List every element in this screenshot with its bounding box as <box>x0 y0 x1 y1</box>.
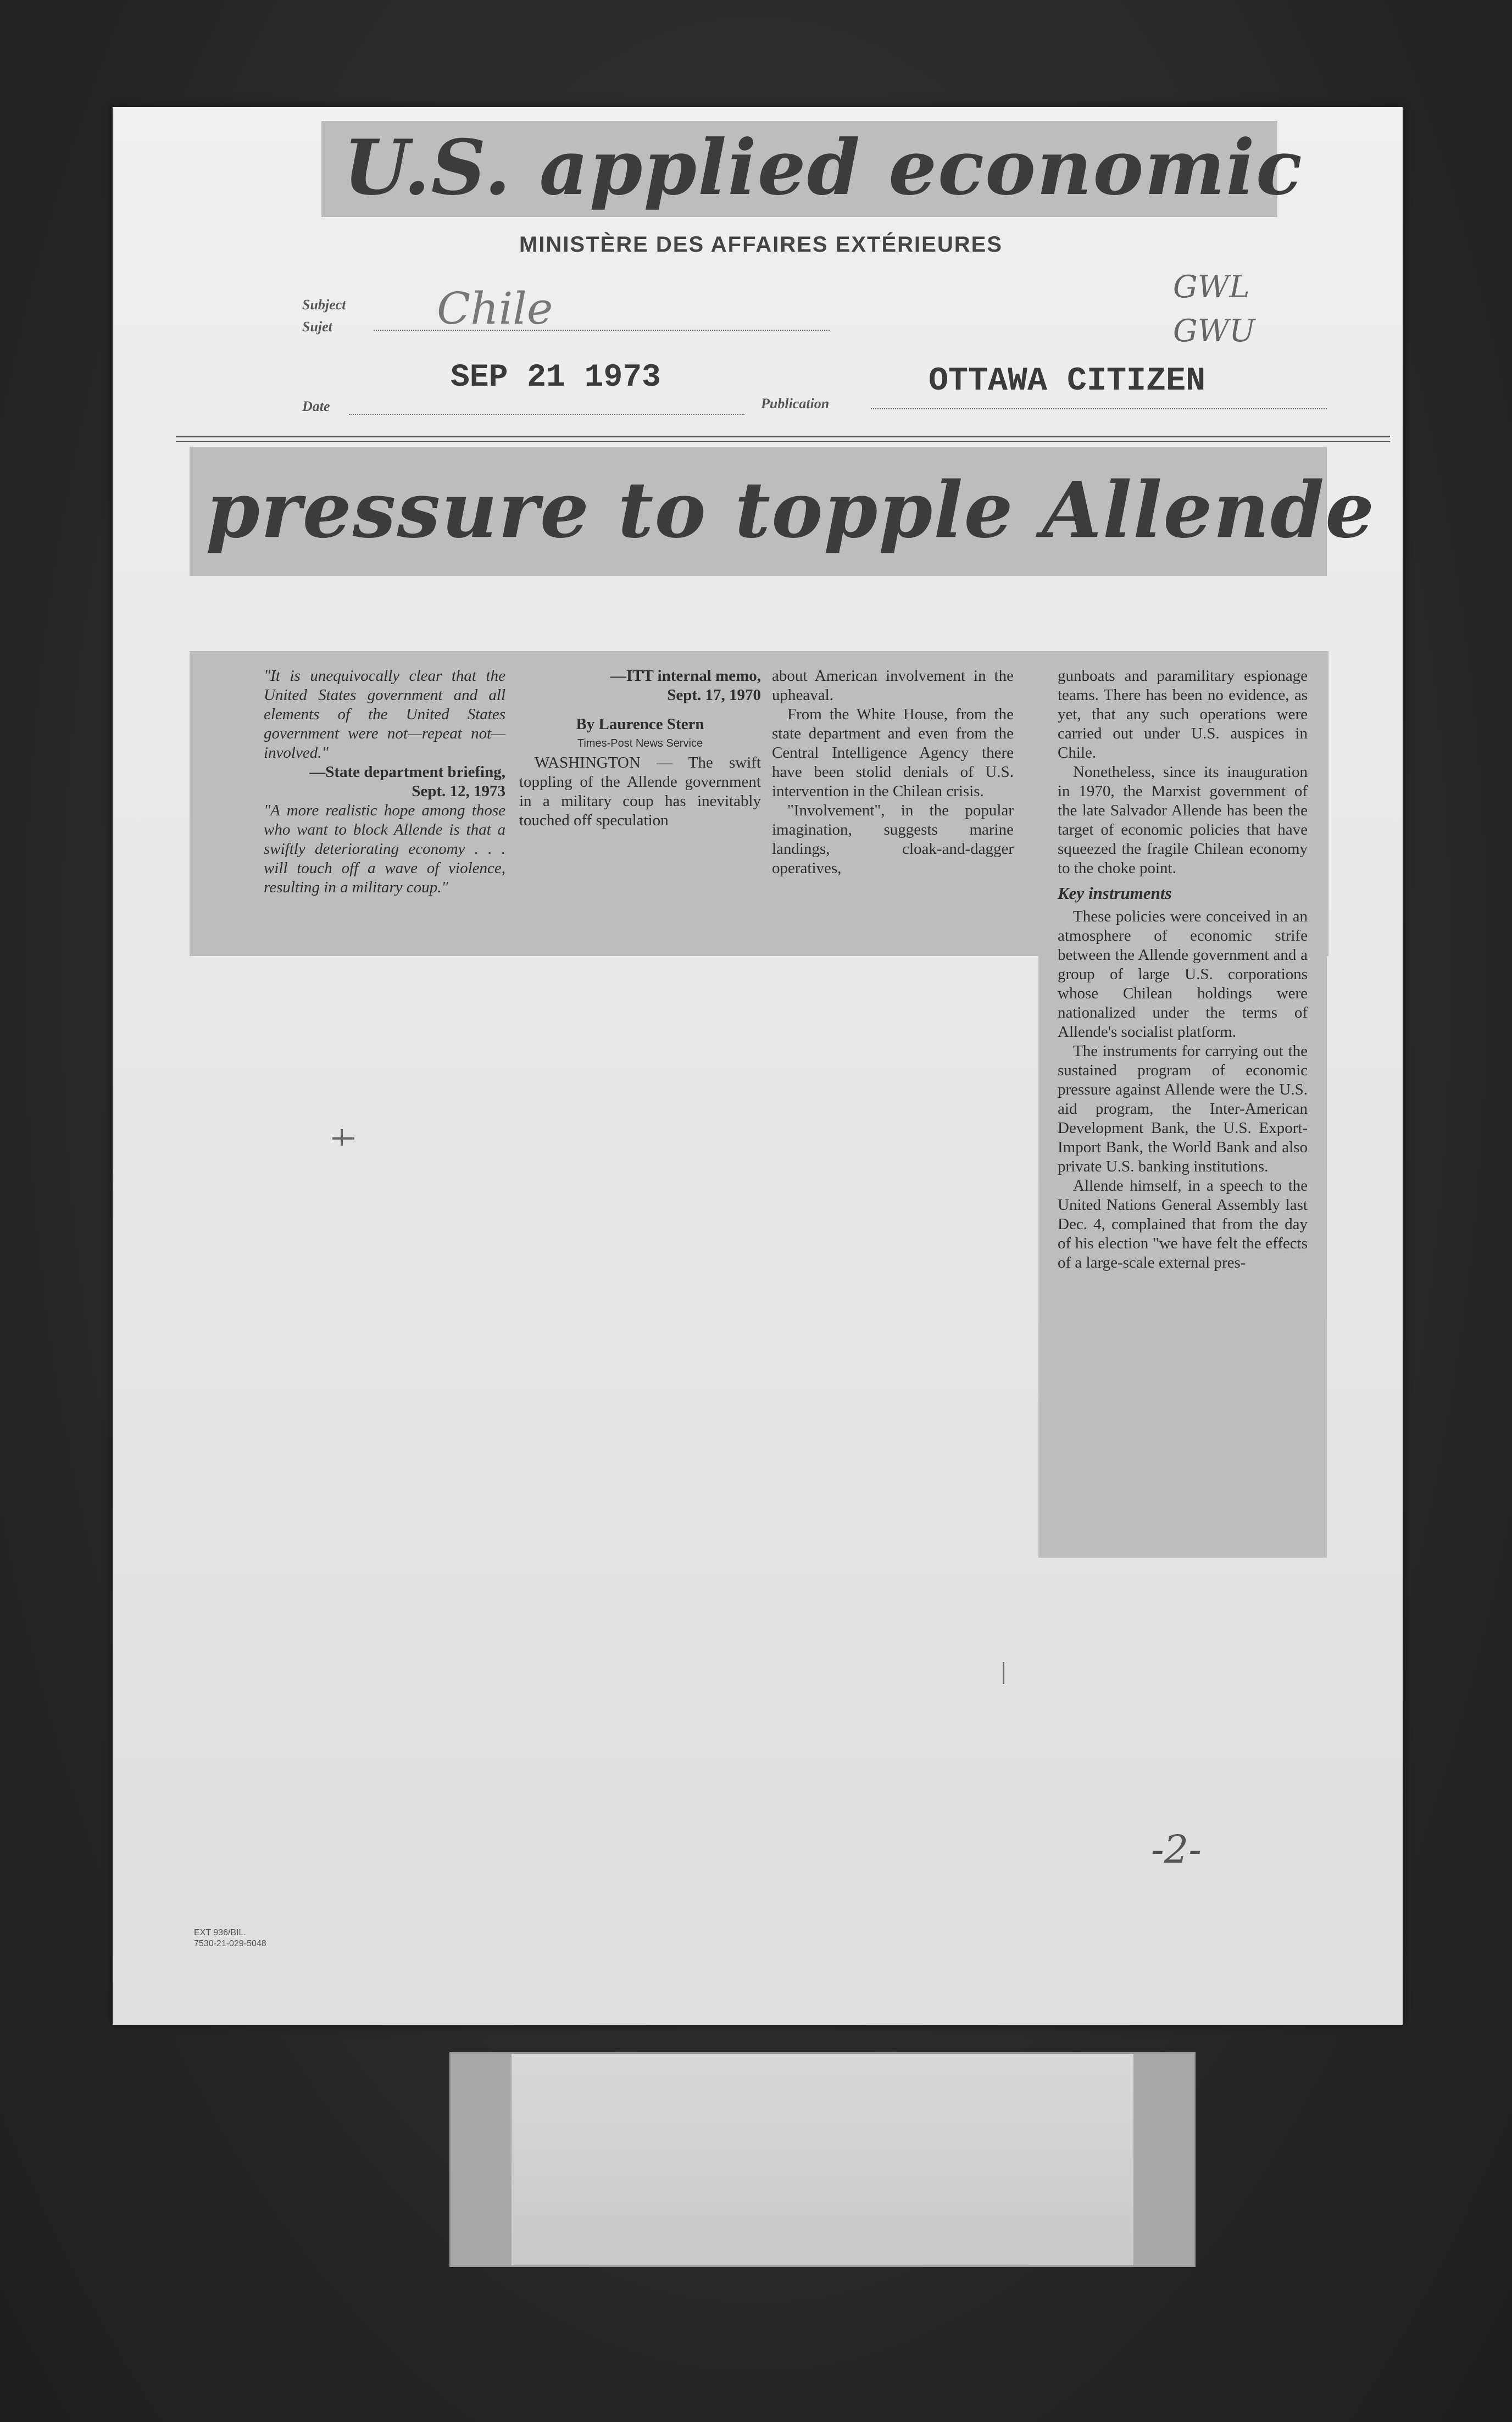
quote-itt-memo-start: "A more realistic hope among those who want to block Allende is that a swiftly deteriorating economy . . . will touch off a wave of violence, resulting in a military coup." <box>264 802 505 896</box>
quote-1-attribution: —State department briefing, <box>309 763 505 781</box>
date-label: Date <box>302 398 330 414</box>
page-number-mark: -2- <box>1151 1827 1202 1872</box>
col4-paragraph-4: The instruments for carrying out the sustained program of economic pressure against Allende were the U.S. aid program, the Inter-American Development Bank, the U.S. Export-Import Bank, the World Bank and also private U.S. banking institutions. <box>1058 1042 1308 1175</box>
date-stamp: SEP 21 1973 <box>451 360 661 396</box>
form-footer-codes <box>194 1927 266 1949</box>
news-service: Times-Post News Service <box>577 737 703 749</box>
footer-code-2: 7530-21-029-5048 <box>194 1939 266 1948</box>
date-line <box>349 414 744 415</box>
headline-top: U.S. applied economic <box>343 123 1303 212</box>
form-rule-1 <box>176 436 1390 437</box>
quote-state-department: "It is unequivocally clear that the United States government and all elements of the United States government were not—repeat not—involved." <box>264 667 505 762</box>
envelope-right-flap <box>1133 2054 1194 2265</box>
form-rule-2 <box>176 441 1390 442</box>
subject-label-en: Subject <box>302 297 346 313</box>
article-column-2 <box>519 666 761 952</box>
col3-paragraph-3: "Involvement", in the popular imagination, suggests marine landings, cloak-and-dagger operatives, <box>772 802 1014 877</box>
publication-label: Publication <box>761 396 830 412</box>
col3-paragraph-2: From the White House, from the state department and even from the Central Intelligence Agency there have been stolid denials of U.S. intervention in the Chilean crisis. <box>772 706 1014 800</box>
quote-1-date: Sept. 12, 1973 <box>412 782 505 800</box>
col4-paragraph-3: These policies were conceived in an atmosphere of economic strife between the Allende government and a group of large U.S. corporations whose Chilean holdings were nationalized under the terms of Allende's socialist platform. <box>1058 908 1308 1041</box>
col2-paragraph: WASHINGTON — The swift toppling of the Allende government in a military coup has inevitably touched off speculation <box>519 754 761 829</box>
article-column-3 <box>772 666 1014 878</box>
quote-2-date: Sept. 17, 1970 <box>667 686 761 704</box>
byline: By Laurence Stern <box>576 715 704 733</box>
headline-bottom: pressure to topple Allende <box>206 465 1376 555</box>
col4-paragraph-5: Allende himself, in a speech to the United Nations General Assembly last Dec. 4, complained that from the day of his election "we have felt the effects of a large-scale external pres- <box>1058 1177 1308 1271</box>
handwritten-code-1: GWL <box>1173 269 1250 305</box>
ink-mark-1 <box>332 1137 354 1140</box>
article-column-4 <box>1058 666 1308 1273</box>
ink-mark-3 <box>1003 1662 1004 1684</box>
handwritten-code-2: GWU <box>1173 313 1255 349</box>
col4-paragraph-2: Nonetheless, since its inauguration in 1970, the Marxist government of the late Salvador Allende has been the target of economic policies that have squeezed the fragile Chilean economy to the choke point. <box>1058 763 1308 877</box>
col3-paragraph-1: about American involvement in the upheaval. <box>772 667 1014 704</box>
publication-stamp: OTTAWA CITIZEN <box>929 363 1206 400</box>
envelope-strip <box>449 2052 1196 2267</box>
publication-line <box>871 408 1327 409</box>
ministry-header: MINISTÈRE DES AFFAIRES EXTÉRIEURES <box>519 232 1003 257</box>
subject-label-fr: Sujet <box>302 319 332 335</box>
subhead-key-instruments: Key instruments <box>1058 884 1172 903</box>
envelope-left-flap <box>451 2054 512 2265</box>
col4-paragraph-1: gunboats and paramilitary espionage teams. There has been no evidence, as yet, that any such operations were carried out under U.S. auspices in Chile. <box>1058 667 1308 762</box>
quote-2-attribution: —ITT internal memo, <box>610 667 761 685</box>
subject-handwritten: Chile <box>437 283 553 334</box>
article-column-1 <box>264 666 505 897</box>
ink-mark-2 <box>341 1129 343 1146</box>
footer-code-1: EXT 936/BIL. <box>194 1928 246 1937</box>
clipping-sheet <box>113 107 1403 2025</box>
